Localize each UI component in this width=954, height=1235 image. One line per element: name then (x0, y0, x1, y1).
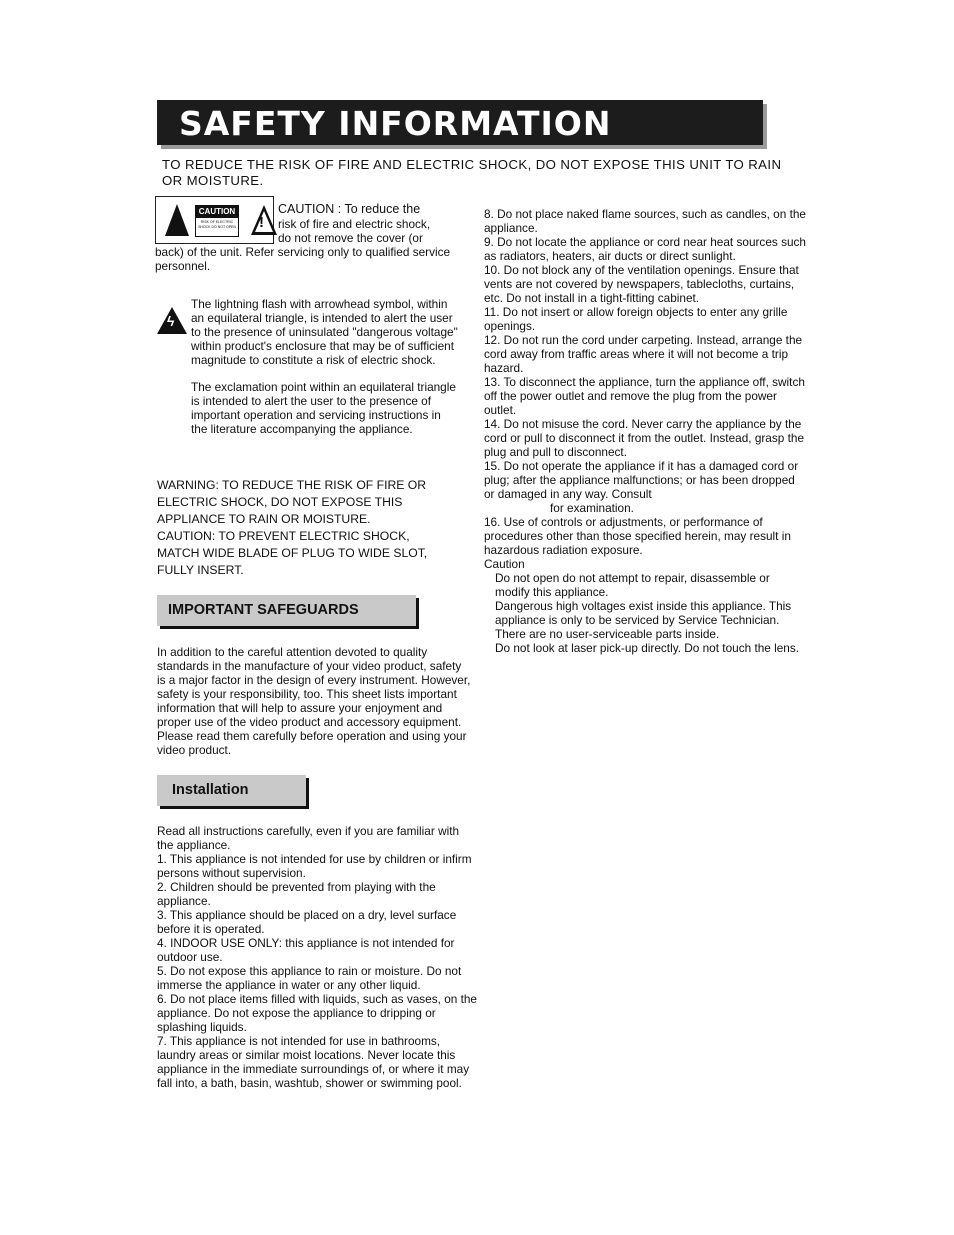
warning-line: MATCH WIDE BLADE OF PLUG TO WIDE SLOT, (157, 546, 428, 560)
list-item: 8. Do not place naked flame sources, such as candles, on the appliance. (484, 207, 806, 235)
caution-line-1: CAUTION : To reduce the (278, 202, 421, 216)
page-title-bar (157, 100, 763, 145)
warning-line: WARNING: TO REDUCE THE RISK OF FIRE OR (157, 478, 427, 492)
warning-line: CAUTION: TO PREVENT ELECTRIC SHOCK, (157, 529, 410, 543)
right-column-list (484, 207, 806, 655)
warning-line: APPLIANCE TO RAIN OR MOISTURE. (157, 512, 371, 526)
list-item: 1. This appliance is not intended for use by children or infirm persons without supervision. (157, 852, 472, 880)
intro-warning: TO REDUCE THE RISK OF FIRE AND ELECTRIC SHOCK, DO NOT EXPOSE THIS UNIT TO RAIN OR MOISTURE. (162, 157, 782, 188)
caution-item: Do not open do not attempt to repair, disassemble or modify this appliance. (495, 571, 770, 599)
list-item: 9. Do not locate the appliance or cord near heat sources such as radiators, heaters, air ducts or direct sunlight. (484, 235, 806, 263)
warning-line: ELECTRIC SHOCK, DO NOT EXPOSE THIS (157, 495, 403, 509)
list-item: 5. Do not expose this appliance to rain or moisture. Do not immerse the appliance in water or any other liquid. (157, 964, 462, 992)
lightning-description: The lightning flash with arrowhead symbol, within an equilateral triangle, is intended to alert the user to the presence of uninsulated "dangerous voltage" within product's enclosure that may be of sufficient magnitude to constitute a risk of electric shock. (191, 297, 458, 367)
list-item: 16. Use of controls or adjustments, or performance of procedures other than those specified herein, may result in hazardous radiation exposure. (484, 515, 791, 557)
caution-item: Dangerous high voltages exist inside this appliance. This appliance is only to be serviced by Service Technician. There are no user-serviceable parts inside. (495, 599, 792, 641)
list-item: for examination. (550, 501, 634, 515)
warning-line: FULLY INSERT. (157, 563, 244, 577)
installation-heading: Installation (172, 782, 249, 798)
list-item: 2. Children should be prevented from playing with the appliance. (157, 880, 436, 908)
page-title: SAFETY INFORMATION (179, 104, 612, 143)
list-item: 7. This appliance is not intended for use in bathrooms, laundry areas or similar moist locations. Never locate this appliance in the immediate surroundings of, or where it may fall into, a bath, basin, washtub, shower or swimming pool. (157, 1034, 470, 1090)
caution-heading: Caution (484, 557, 525, 571)
caution-item: Do not look at laser pick-up directly. Do not touch the lens. (495, 641, 800, 655)
installation-list (157, 824, 477, 1090)
caution-label-graphic: CAUTION RISK OF ELECTRIC SHOCK DO NOT OPEN ! (155, 196, 274, 244)
caution-text-top (278, 202, 478, 245)
list-item: 15. Do not operate the appliance if it has a damaged cord or plug; after the appliance malfunctions; or has been dropped or damaged in any way. Consult (484, 459, 799, 501)
list-item: 6. Do not place items filled with liquids, such as vases, on the appliance. Do not expose the appliance to dripping or splashing liquids. (157, 992, 477, 1034)
list-item: 13. To disconnect the appliance, turn the appliance off, switch off the power outlet and remove the plug from the power outlet. (484, 375, 805, 417)
safeguards-heading: IMPORTANT SAFEGUARDS (168, 602, 359, 618)
caution-line-3: do not remove the cover (or (278, 231, 423, 245)
warning-block (157, 477, 457, 579)
exclamation-description: The exclamation point within an equilateral triangle is intended to alert the user to the presence of important operation and servicing instructions in the literature accompanying the appliance. (191, 380, 456, 436)
caution-sticker-title: CAUTION (196, 206, 238, 218)
caution-sticker (195, 205, 239, 237)
warning-triangle-icon (165, 204, 189, 236)
list-item: 12. Do not run the cord under carpeting. Instead, arrange the cord away from traffic areas where it will not become a trip hazard. (484, 333, 803, 375)
caution-text-rest: back) of the unit. Refer servicing only to qualified service personnel. (155, 245, 451, 273)
list-item: 4. INDOOR USE ONLY: this appliance is not intended for outdoor use. (157, 936, 455, 964)
safeguards-text: In addition to the careful attention devoted to quality standards in the manufacture of your video product, safety is a major factor in the design of every instrument. However, safety is your responsibility, too. This sheet lists important information that will help to assure your enjoyment and proper use of the video product and accessory equipment. Please read them carefully before operation and using your video product. (157, 645, 471, 757)
installation-heading-bar (157, 775, 306, 806)
list-item: 14. Do not misuse the cord. Never carry the appliance by the cord or pull to disconnect it from the outlet. Instead, grasp the plug and pull to disconnect. (484, 417, 805, 459)
safeguards-heading-bar (157, 595, 416, 626)
list-item: 11. Do not insert or allow foreign objects to enter any grille openings. (484, 305, 788, 333)
caution-line-2: risk of fire and electric shock, (278, 217, 431, 231)
list-item: 10. Do not block any of the ventilation openings. Ensure that vents are not covered by newspapers, tablecloths, curtains, etc. Do not install in a tight-fitting cabinet. (484, 263, 799, 305)
list-item: Read all instructions carefully, even if you are familiar with the appliance. (157, 824, 460, 852)
list-item: 3. This appliance should be placed on a dry, level surface before it is operated. (157, 908, 457, 936)
caution-sticker-text: RISK OF ELECTRIC SHOCK DO NOT OPEN (198, 220, 236, 229)
exclamation-triangle-icon (251, 205, 277, 235)
